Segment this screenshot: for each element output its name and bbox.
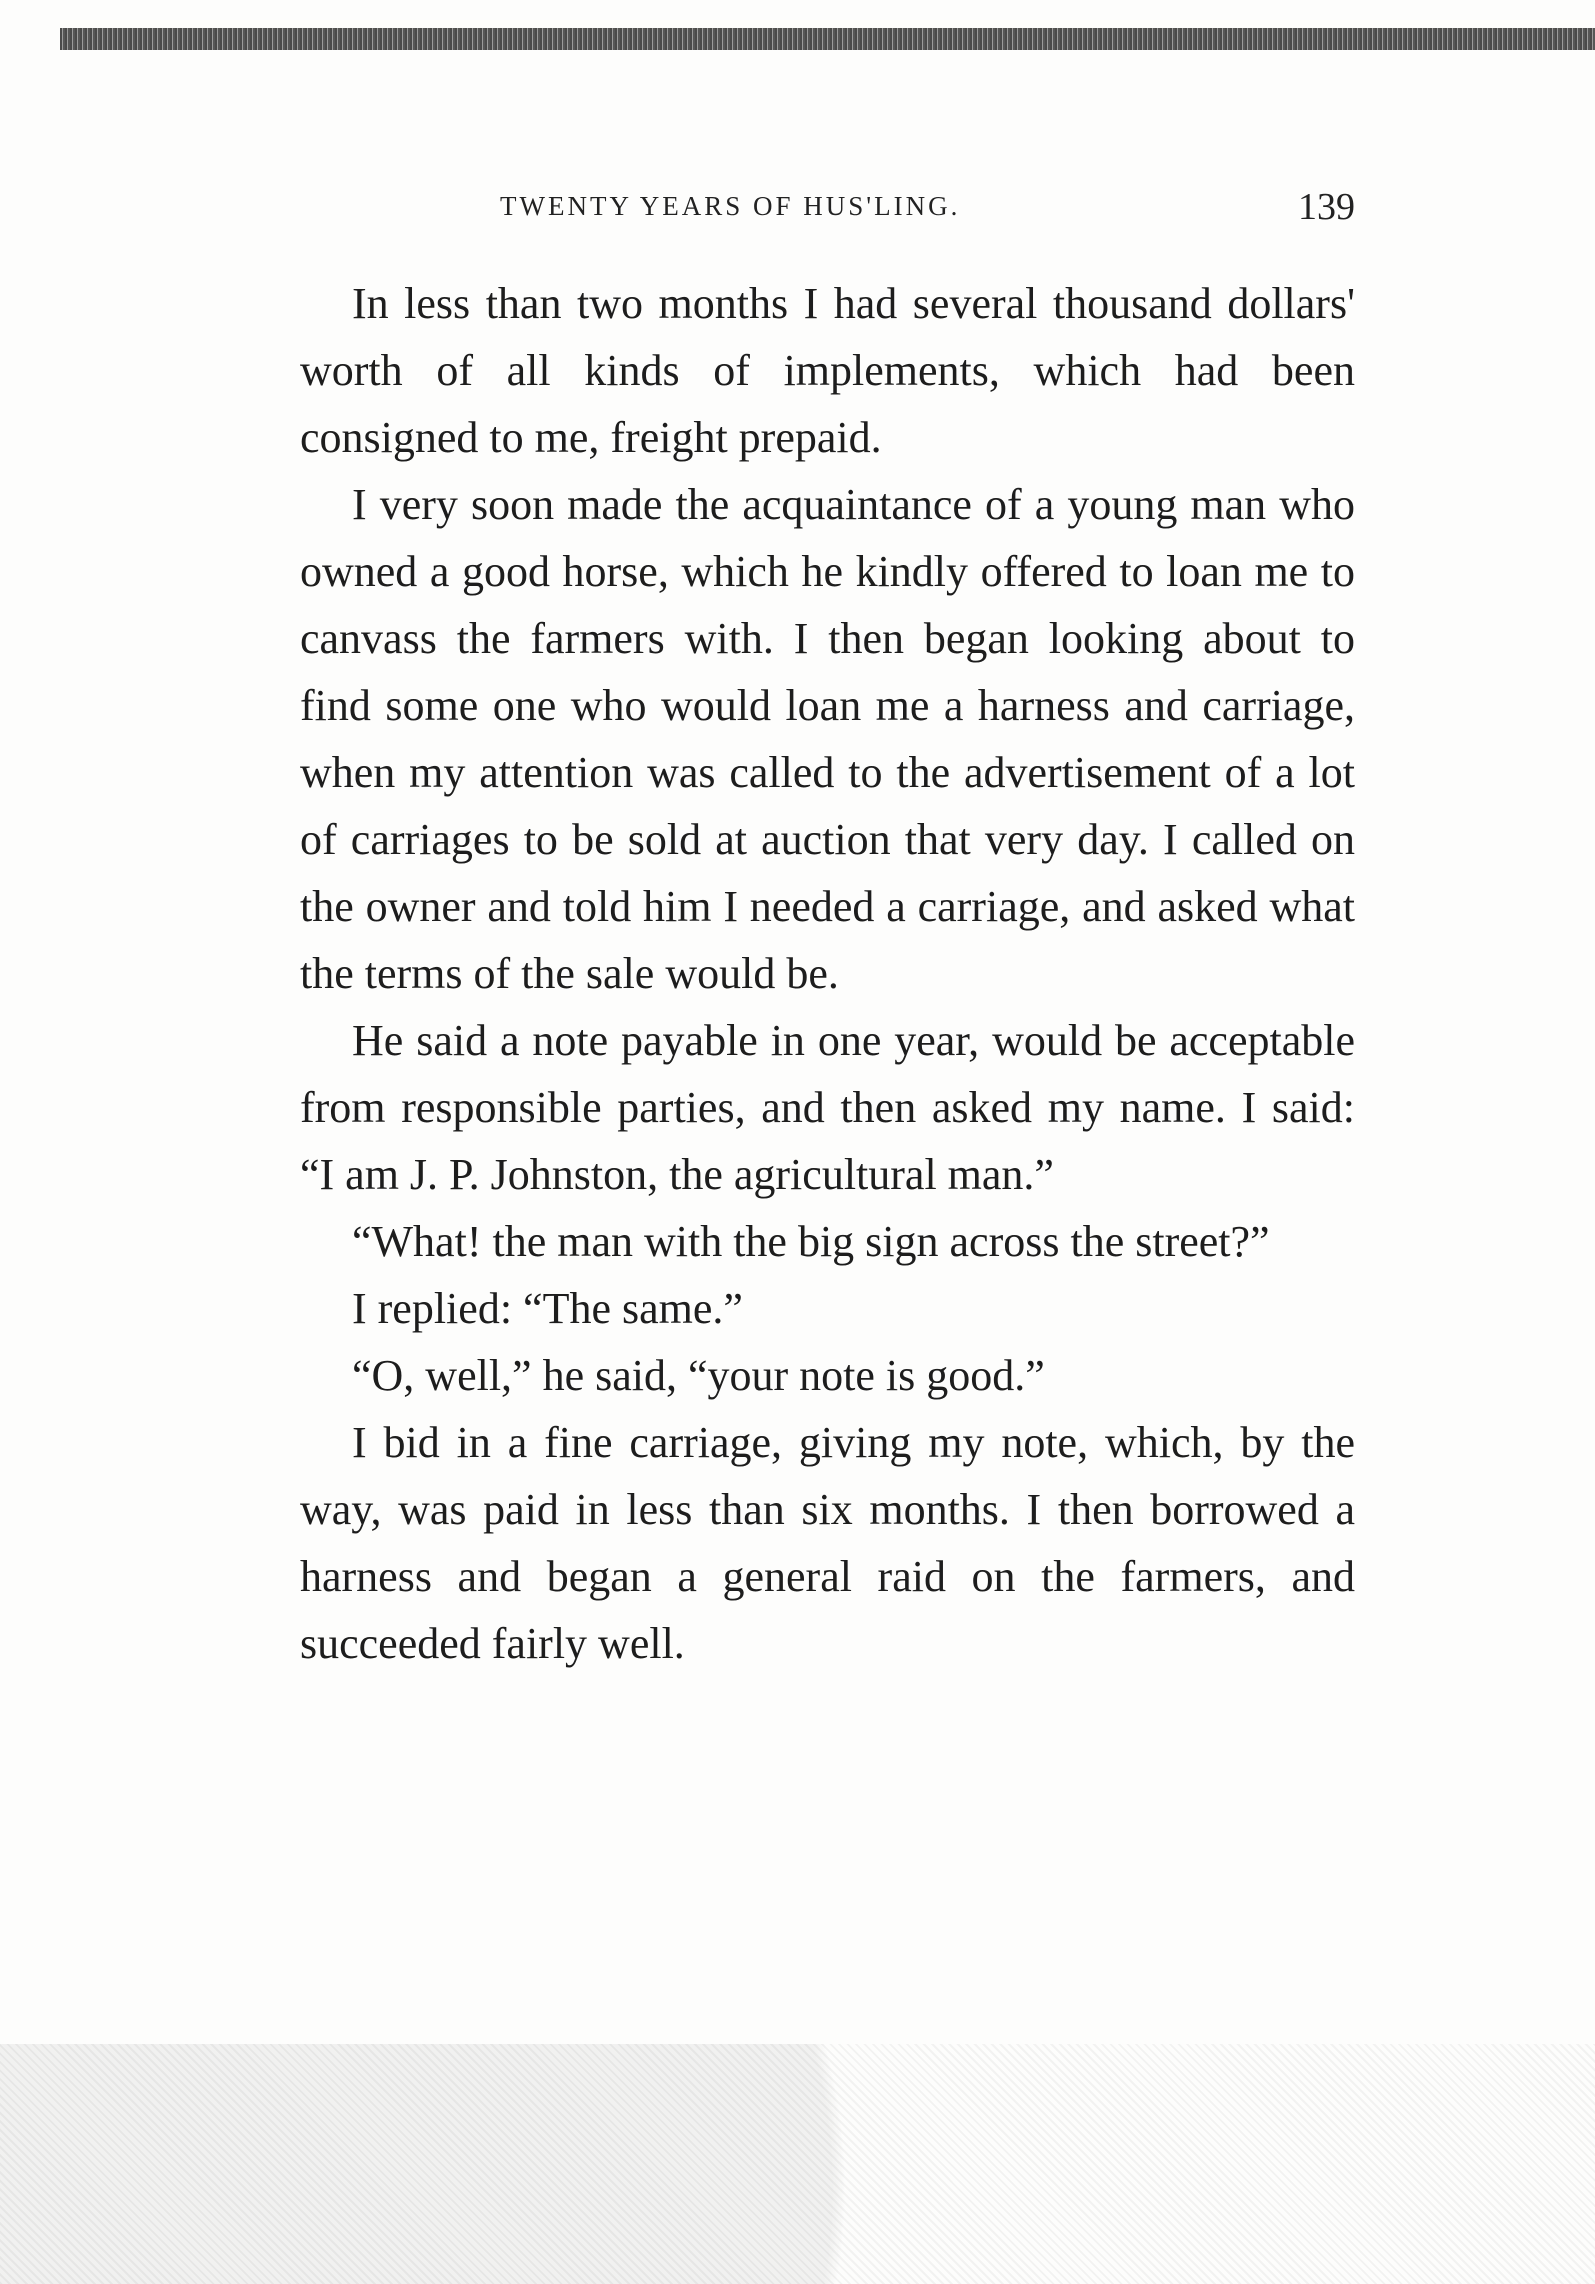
page-number: 139 bbox=[1298, 186, 1355, 228]
paragraph: I very soon made the acquaintance of a young man who owned a good horse, which he kindly offered to loan me to canvass the farmers with. I then began looking about to find some one who would loan me a harness and carriage, when my attention was called to the advertisement of a lot of carriages to be sold at auction that very day. I called on the owner and told him I needed a carriage, and asked what the terms of the sale would be. bbox=[300, 480, 1355, 998]
scan-noise bbox=[0, 2044, 1595, 2284]
paragraph: He said a note payable in one year, would be acceptable from responsible parties, and then asked my name. I said: “I am J. P. Johnston, the agricultural man.” bbox=[300, 1016, 1355, 1199]
paragraph: “O, well,” he said, “your note is good.” bbox=[352, 1351, 1045, 1400]
paragraph: In less than two months I had several thousand dollars' worth of all kinds of implements, which had been consigned to me, freight prepaid. bbox=[300, 279, 1355, 462]
paragraph: I replied: “The same.” bbox=[352, 1284, 743, 1333]
running-head bbox=[300, 185, 1355, 235]
body-text bbox=[300, 270, 1355, 1677]
page-top-edge bbox=[60, 28, 1595, 50]
paragraph: I bid in a fine carriage, giving my note, which, by the way, was paid in less than six months. I then borrowed a harness and began a general raid on the farmers, and succeeded fairly well. bbox=[300, 1418, 1355, 1668]
running-title: TWENTY YEARS OF HUS'LING. bbox=[500, 191, 961, 221]
paragraph: “What! the man with the big sign across the street?” bbox=[352, 1217, 1270, 1266]
